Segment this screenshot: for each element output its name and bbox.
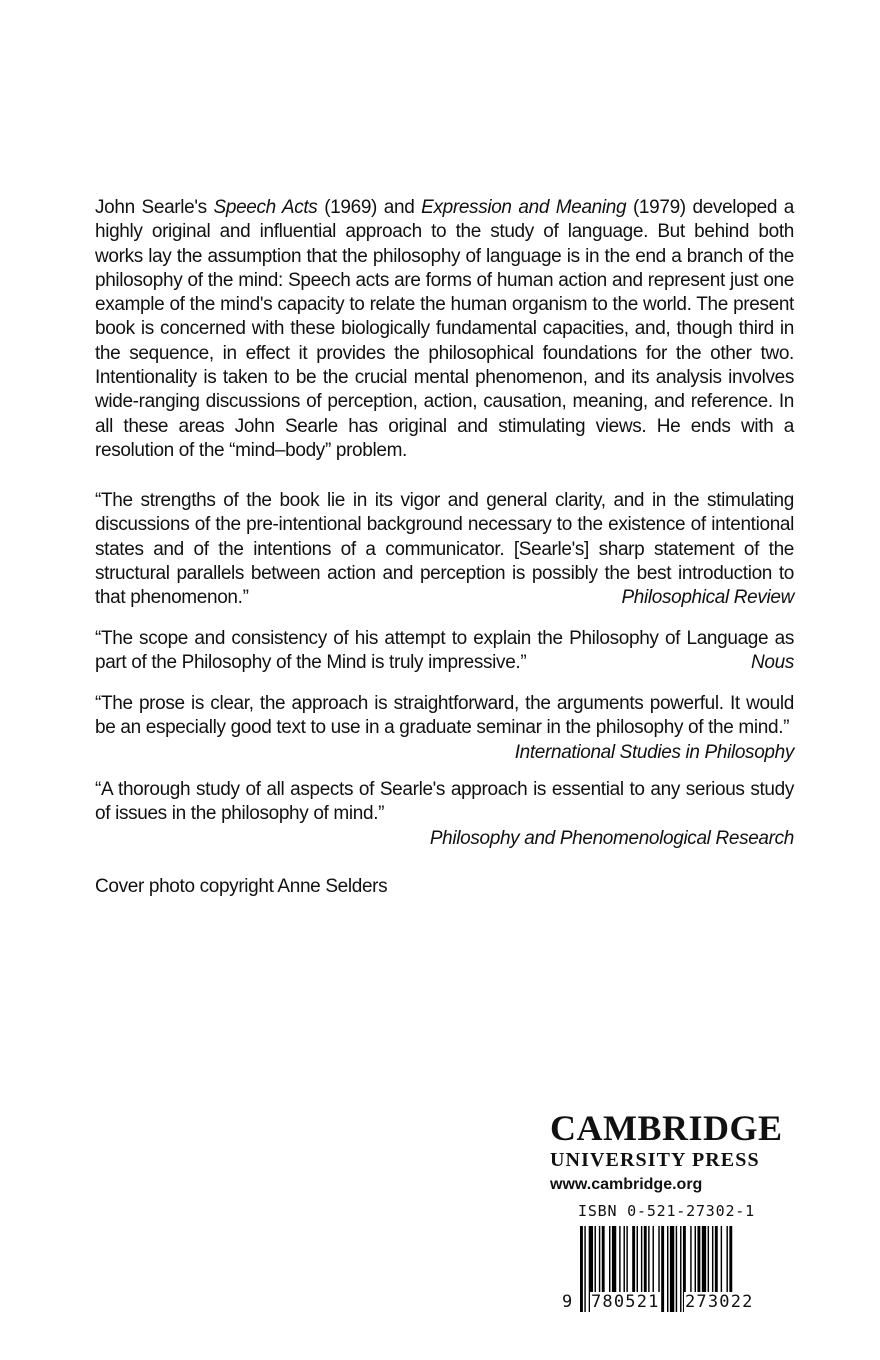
blurb-title-speech-acts: Speech Acts [213,197,318,218]
barcode-bar [580,1226,583,1312]
review-quote: “A thorough study of all aspects of Searle's approach is essential to any serious study of issues in the philosophy of mind.” [95,779,794,825]
review-quote: “The scope and consistency of his attempt to explain the Philosophy of Language as part of the Philosophy of the Mind is truly impressive.” [95,628,794,674]
barcode-bar [680,1226,681,1312]
review-source: Philosophy and Phenomenological Research [429,827,794,849]
review-nous [95,627,794,676]
barcode-digits-right: 273022 [685,1292,754,1312]
barcode-digits-left: 780521 [591,1292,660,1312]
review-international-studies [95,692,794,765]
blurb-text-1: John Searle's [95,197,214,218]
review-quote: “The strengths of the book lie in its vigor and general clarity, and in the stimulating discussions of the pre-intentional background necessary to the existence of intentional states and of the intentions of a communicator. [Searle's] sharp statement of the structural parallels between action and perception is possibly the best introduction to that phenomenon.” [95,490,794,609]
blurb-title-expression-and-meaning: Expression and Meaning [421,197,627,218]
publisher-name: CAMBRIDGE [550,1108,783,1148]
blurb-text-3: (1979) developed a highly original and influential approach to the study of language. But behind both works lay the assumption that the philosophy of language is in the end a branch of the philosophy of the mind: Speech acts are forms of human action and represent just one example of the mind's capacity to relate the human organism to the world. The present book is concerned with these biologically fundamental capacities, and, though third in the sequence, in effect it provides the philosophical foundations for the other two. Intentionality is taken to be the crucial mental phenomenon, and its analysis involves wide-ranging discussions of perception, action, causation, meaning, and reference. In all these areas John Searle has original and stimulating views. He ends with a resolution of the “mind–body” problem. [95,197,794,461]
barcode-lead-digit: 9 [562,1292,573,1312]
isbn-label: ISBN 0-521-27302-1 [578,1202,755,1220]
publisher-imprint [550,1108,796,1196]
review-source: Philosophical Review [621,587,794,609]
cover-photo-credit: Cover photo copyright Anne Selders [95,876,388,897]
blurb-text-2: (1969) and [317,197,422,218]
barcode-bar [670,1226,674,1312]
back-cover-blurb [95,196,794,463]
barcode-bar [661,1226,664,1312]
publisher-url: www.cambridge.org [550,1176,703,1193]
isbn-barcode [560,1202,780,1318]
review-source: International Studies in Philosophy [514,741,794,763]
review-philosophical-review [95,489,794,610]
review-philosophy-and-phenomenological-research [95,778,794,851]
barcode-bar [676,1226,677,1312]
review-quote: “The prose is clear, the approach is straightforward, the arguments powerful. It would be an especially good text to use in a graduate seminar in the philosophy of the mind.” [95,693,794,739]
publisher-subname: UNIVERSITY PRESS [550,1149,760,1171]
review-source: Nous [751,652,794,674]
barcode-bar [584,1226,585,1312]
barcode-bar [667,1226,668,1312]
